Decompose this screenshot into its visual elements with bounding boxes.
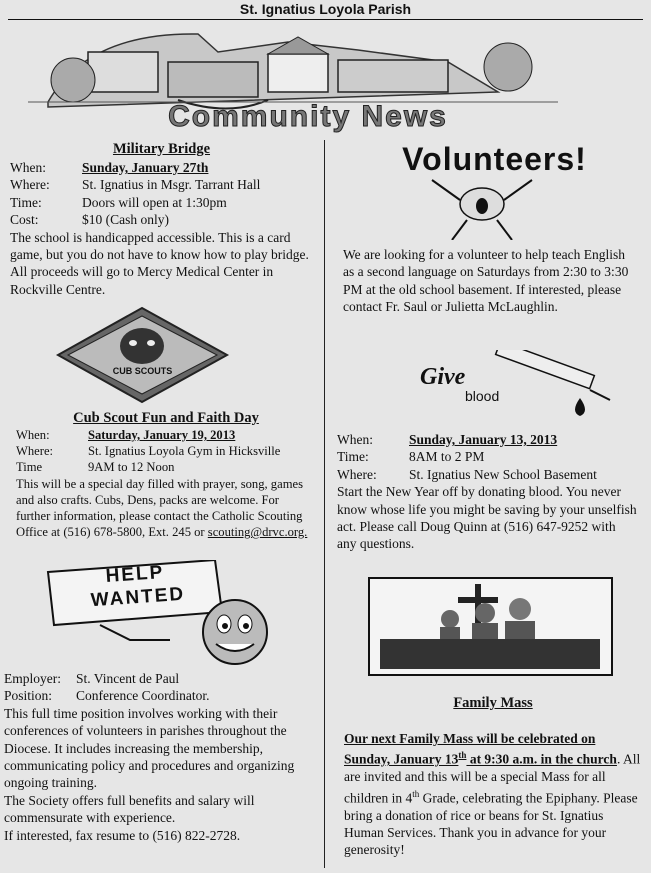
cost-value: $10 (Cash only) — [82, 212, 169, 228]
badge-text: CUB SCOUTS — [112, 366, 173, 376]
cost-label: Cost: — [10, 212, 39, 228]
help-wanted-body3: If interested, fax resume to (516) 822-2728. — [4, 827, 241, 843]
military-bridge-title: Military Bridge — [112, 141, 211, 157]
cub-scout-body: This will be a special day filled with prayer, song, games and also crafts. Cubs, Dens, packs are welcome. For further information, please contact the Catholic Scouting Office at (516) 678-5800, Ext. 245 or — [16, 476, 303, 540]
where-label: Where: — [16, 444, 54, 459]
volunteers-body: We are looking for a volunteer to help teach English as a second language on Saturdays from 2:30 to 3:30 PM at the old school basement. If interested, please contact Fr. Saul or Julietta McLaughlin. — [343, 247, 629, 315]
help-wanted-graphic — [40, 560, 280, 665]
when-label: When: — [10, 160, 46, 175]
position-value: Conference Coordinator. — [76, 688, 210, 704]
give-word: Give — [420, 364, 466, 390]
family-mass-highlight-a: Our next Family Mass will be celebrated on Sunday, January 13 — [344, 731, 596, 767]
family-mass-highlight-sup: th — [458, 750, 467, 761]
cub-scout-title: Cub Scout Fun and Faith Day — [73, 410, 259, 426]
time-label: Time: — [10, 194, 42, 210]
family-mass-image — [368, 577, 613, 676]
family-mass-highlight-b: at 9:30 a.m. in the church — [466, 751, 617, 767]
when-value: Sunday, January 13, 2013 — [409, 432, 558, 447]
banner-title: Community News — [168, 100, 448, 133]
when-value: Saturday, January 19, 2013 — [88, 428, 236, 442]
when-value: Sunday, January 27th — [82, 160, 209, 175]
military-bridge-section — [10, 141, 313, 298]
give-blood-logo — [415, 350, 615, 420]
family-mass-title: Family Mass — [453, 695, 533, 711]
where-value: St. Ignatius New School Basement — [409, 466, 597, 482]
position-label: Position: — [4, 688, 53, 704]
time-label: Time: — [337, 449, 369, 465]
time-value: 9AM to 12 Noon — [88, 460, 175, 475]
family-mass-body-sup: th — [412, 788, 420, 799]
family-mass-body-a: . All are invited and this will be a special Mass for all children in 4 — [344, 751, 641, 806]
help-wanted-section — [4, 670, 309, 844]
column-divider — [324, 140, 325, 868]
help-wanted-body1: This full time position involves working with their conferences of volunteers in parishes throughout the Diocese. It includes increasing the membership, communicating policy and procedures and organizing ongoing training. — [4, 705, 295, 791]
blood-word: blood — [465, 388, 500, 404]
where-label: Where: — [337, 466, 377, 482]
family-mass-body-b: Grade, celebrating the Epiphany. Please bring a donation of rice or beans for St. Ignatius Human Services. Thank you in advance for your generosity! — [344, 790, 638, 858]
time-label: Time — [16, 460, 43, 475]
time-value: Doors will open at 1:30pm — [82, 194, 227, 210]
time-value: 8AM to 2 PM — [409, 449, 485, 465]
help-sign-line2: WANTED — [90, 583, 186, 612]
scouting-email-link[interactable]: scouting@drvc.org. — [207, 525, 308, 540]
when-label: When: — [337, 432, 373, 447]
cub-scout-section — [16, 410, 316, 540]
help-wanted-body2: The Society offers full benefits and salary will commensurate with experience. — [4, 792, 255, 826]
employer-label: Employer: — [4, 671, 61, 686]
where-label: Where: — [10, 177, 50, 193]
blood-drive-section — [337, 431, 637, 553]
blood-drive-body: Start the New Year off by donating blood. You never know whose life you might be saving by your unselfish act. Please call Doug Quinn at (516) 647-9252 with any questions. — [337, 484, 637, 552]
where-value: St. Ignatius in Msgr. Tarrant Hall — [82, 177, 261, 193]
when-label: When: — [16, 428, 50, 442]
help-sign-line1: HELP — [104, 561, 165, 588]
volunteers-graphic-text: Volunteers! — [402, 141, 587, 177]
cub-scouts-badge — [55, 306, 230, 404]
military-bridge-body: The school is handicapped accessible. This is a card game, but you do not have to know how to play bridge. All proceeds will go to Mercy Medical Center in Rockville Centre. — [10, 229, 309, 297]
community-news-banner — [28, 22, 558, 132]
where-value: St. Ignatius Loyola Gym in Hicksville — [88, 444, 281, 459]
page-header: St. Ignatius Loyola Parish — [8, 0, 643, 20]
employer-value: St. Vincent de Paul — [76, 671, 180, 686]
family-mass-section — [344, 695, 642, 859]
volunteers-section — [343, 246, 638, 316]
volunteers-graphic — [352, 140, 637, 240]
